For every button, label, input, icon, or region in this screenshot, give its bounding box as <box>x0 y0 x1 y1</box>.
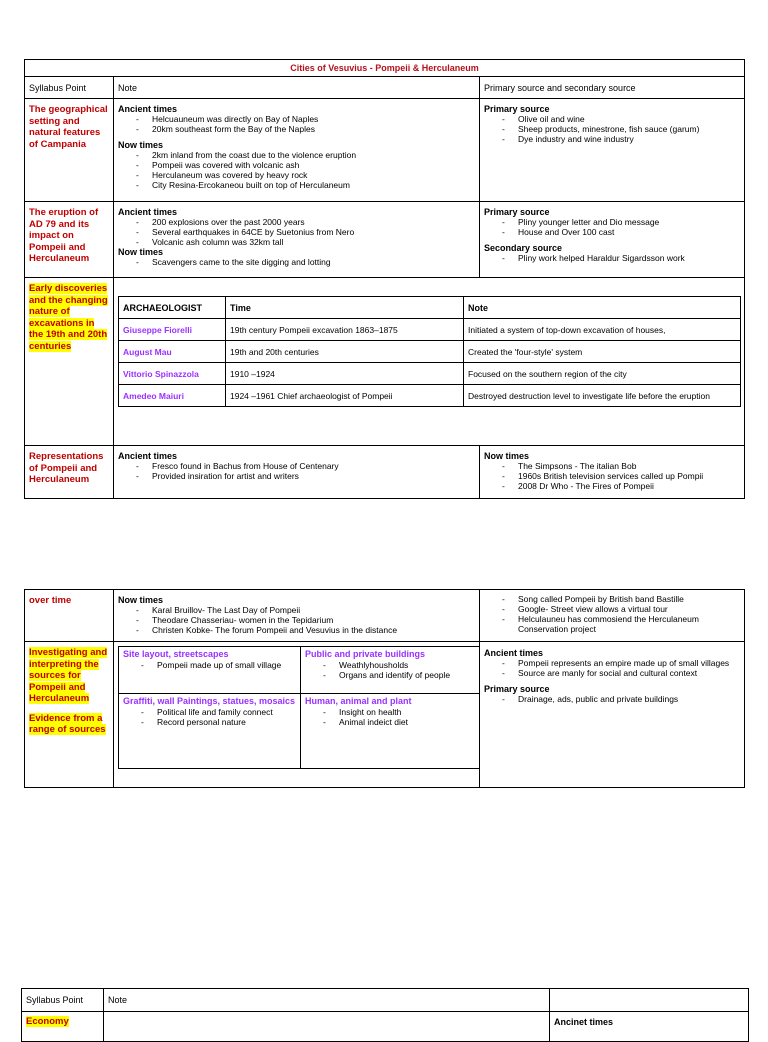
note-over-time: Now times - Karal Bruillov- The Last Day of Pompeii - Theodare Chasseriau- women in the Tepidarium - Christen Kobke- The forum Pompeii and Vesuvius in the distance <box>114 590 480 642</box>
sources-eruption: Primary source - Pliny younger letter and Dio message - House and Over 100 cast Secondary source - Pliny work helped Haraldur Sigardsson work <box>480 202 745 278</box>
syllabus-point-representations: Representations of Pompeii and Herculaneum <box>25 446 114 499</box>
sources-geography: Primary source - Olive oil and wine - Sheep products, minestrone, fish sauce (garum) - Dye industry and wine industry <box>480 99 745 202</box>
column-archaeologist: ARCHAEOLOGIST <box>119 297 226 319</box>
table-row: Amedeo Maiuri 1924 –1961 Chief archaeologist of Pompeii Destroyed destruction level to investigate life before the eruption <box>119 385 741 407</box>
note-representations: Ancient times - Fresco found in Bachus from House of Centenary - Provided insiration for artist and writers <box>114 446 480 499</box>
archaeologist-table <box>118 296 741 407</box>
syllabus-point-economy: Economy <box>22 1012 104 1042</box>
column-note: Note <box>464 297 741 319</box>
site-layout-cell: Site layout, streetscapes - Pompeii made up of small village <box>119 647 301 694</box>
buildings-cell: Public and private buildings - Weathlyhousholds - Organs and identify of people <box>301 647 480 694</box>
syllabus-point-investigating: Investigating and interpreting the sources for Pompeii and Herculaneum Evidence from a range of sources <box>25 642 114 788</box>
header-note-2: Note <box>104 989 550 1012</box>
evidence-grid-cell <box>114 642 480 788</box>
header-syllabus-point: Syllabus Point <box>25 77 114 99</box>
table-row: Vittorio Spinazzola 1910 –1924 Focused on the southern region of the city <box>119 363 741 385</box>
sources-economy: Ancinet times <box>550 1012 749 1042</box>
graffiti-cell: Graffiti, wall Paintings, statues, mosaics - Political life and family connect - Record personal nature <box>119 694 301 769</box>
header-syllabus-point-2: Syllabus Point <box>22 989 104 1012</box>
note-eruption: Ancient times - 200 explosions over the past 2000 years - Several earthquakes in 64CE by Suetonius from Nero - Volcanic ash column was 32km tall Now times - Scavengers came to the site digging and lotting <box>114 202 480 278</box>
human-animal-cell: Human, animal and plant - Insight on health - Animal indeict diet <box>301 694 480 769</box>
continued-table <box>24 589 745 788</box>
sources-investigating: Ancient times - Pompeii represents an empire made up of small villages - Source are manly for social and cultural context Primary source - Drainage, ads, public and private buildings <box>480 642 745 788</box>
table-row: August Mau 19th and 20th centuries Created the 'four-style' system <box>119 341 741 363</box>
note-geography: Ancient times - Helcuauneum was directly on Bay of Naples - 20km southeast form the Bay of the Naples Now times - 2km inland from the coast due to the violence eruption - Pompeii was covered with volcanic ash - Herculaneum was covered by heavy rock - City Resina-Ercokaneou built on top of Herculaneum <box>114 99 480 202</box>
evidence-grid <box>118 646 480 769</box>
header-sources: Primary source and secondary source <box>480 77 745 99</box>
sources-representations: Now times - The Simpsons - The italian Bob - 1960s British television services called up Pompii - 2008 Dr Who - The Fires of Pompeii <box>480 446 745 499</box>
now-list: - 2km inland from the coast due to the violence eruption - Pompeii was covered with volcanic ash - Herculaneum was covered by heavy rock - City Resina-Ercokaneou built on top of Herculaneum <box>118 150 475 190</box>
archaeologist-cell <box>114 278 745 446</box>
syllabus-point-discoveries: Early discoveries and the changing nature of excavations in the 19th and 20th centuries <box>25 278 114 446</box>
economy-table <box>21 988 749 1042</box>
syllabus-point-over-time: over time <box>25 590 114 642</box>
main-table <box>24 59 745 499</box>
page-title: Cities of Vesuvius - Pompeii & Herculaneum <box>25 60 745 77</box>
ancient-list: - Helcuauneum was directly on Bay of Naples - 20km southeast form the Bay of the Naples <box>118 114 475 134</box>
column-time: Time <box>226 297 464 319</box>
primary-list: - Olive oil and wine - Sheep products, minestrone, fish sauce (garum) - Dye industry and wine industry <box>484 114 740 144</box>
sources-over-time: - Song called Pompeii by British band Bastille - Google- Street view allows a virtual tour - Helculauneu has commosiend the Herculaneum Conservation project <box>480 590 745 642</box>
syllabus-point-geography: The geographical setting and natural features of Campania <box>25 99 114 202</box>
syllabus-point-eruption: The eruption of AD 79 and its impact on Pompeii and Herculaneum <box>25 202 114 278</box>
table-row: Giuseppe Fiorelli 19th century Pompeii excavation 1863–1875 Initiated a system of top-down excavation of houses, <box>119 319 741 341</box>
header-note: Note <box>114 77 480 99</box>
